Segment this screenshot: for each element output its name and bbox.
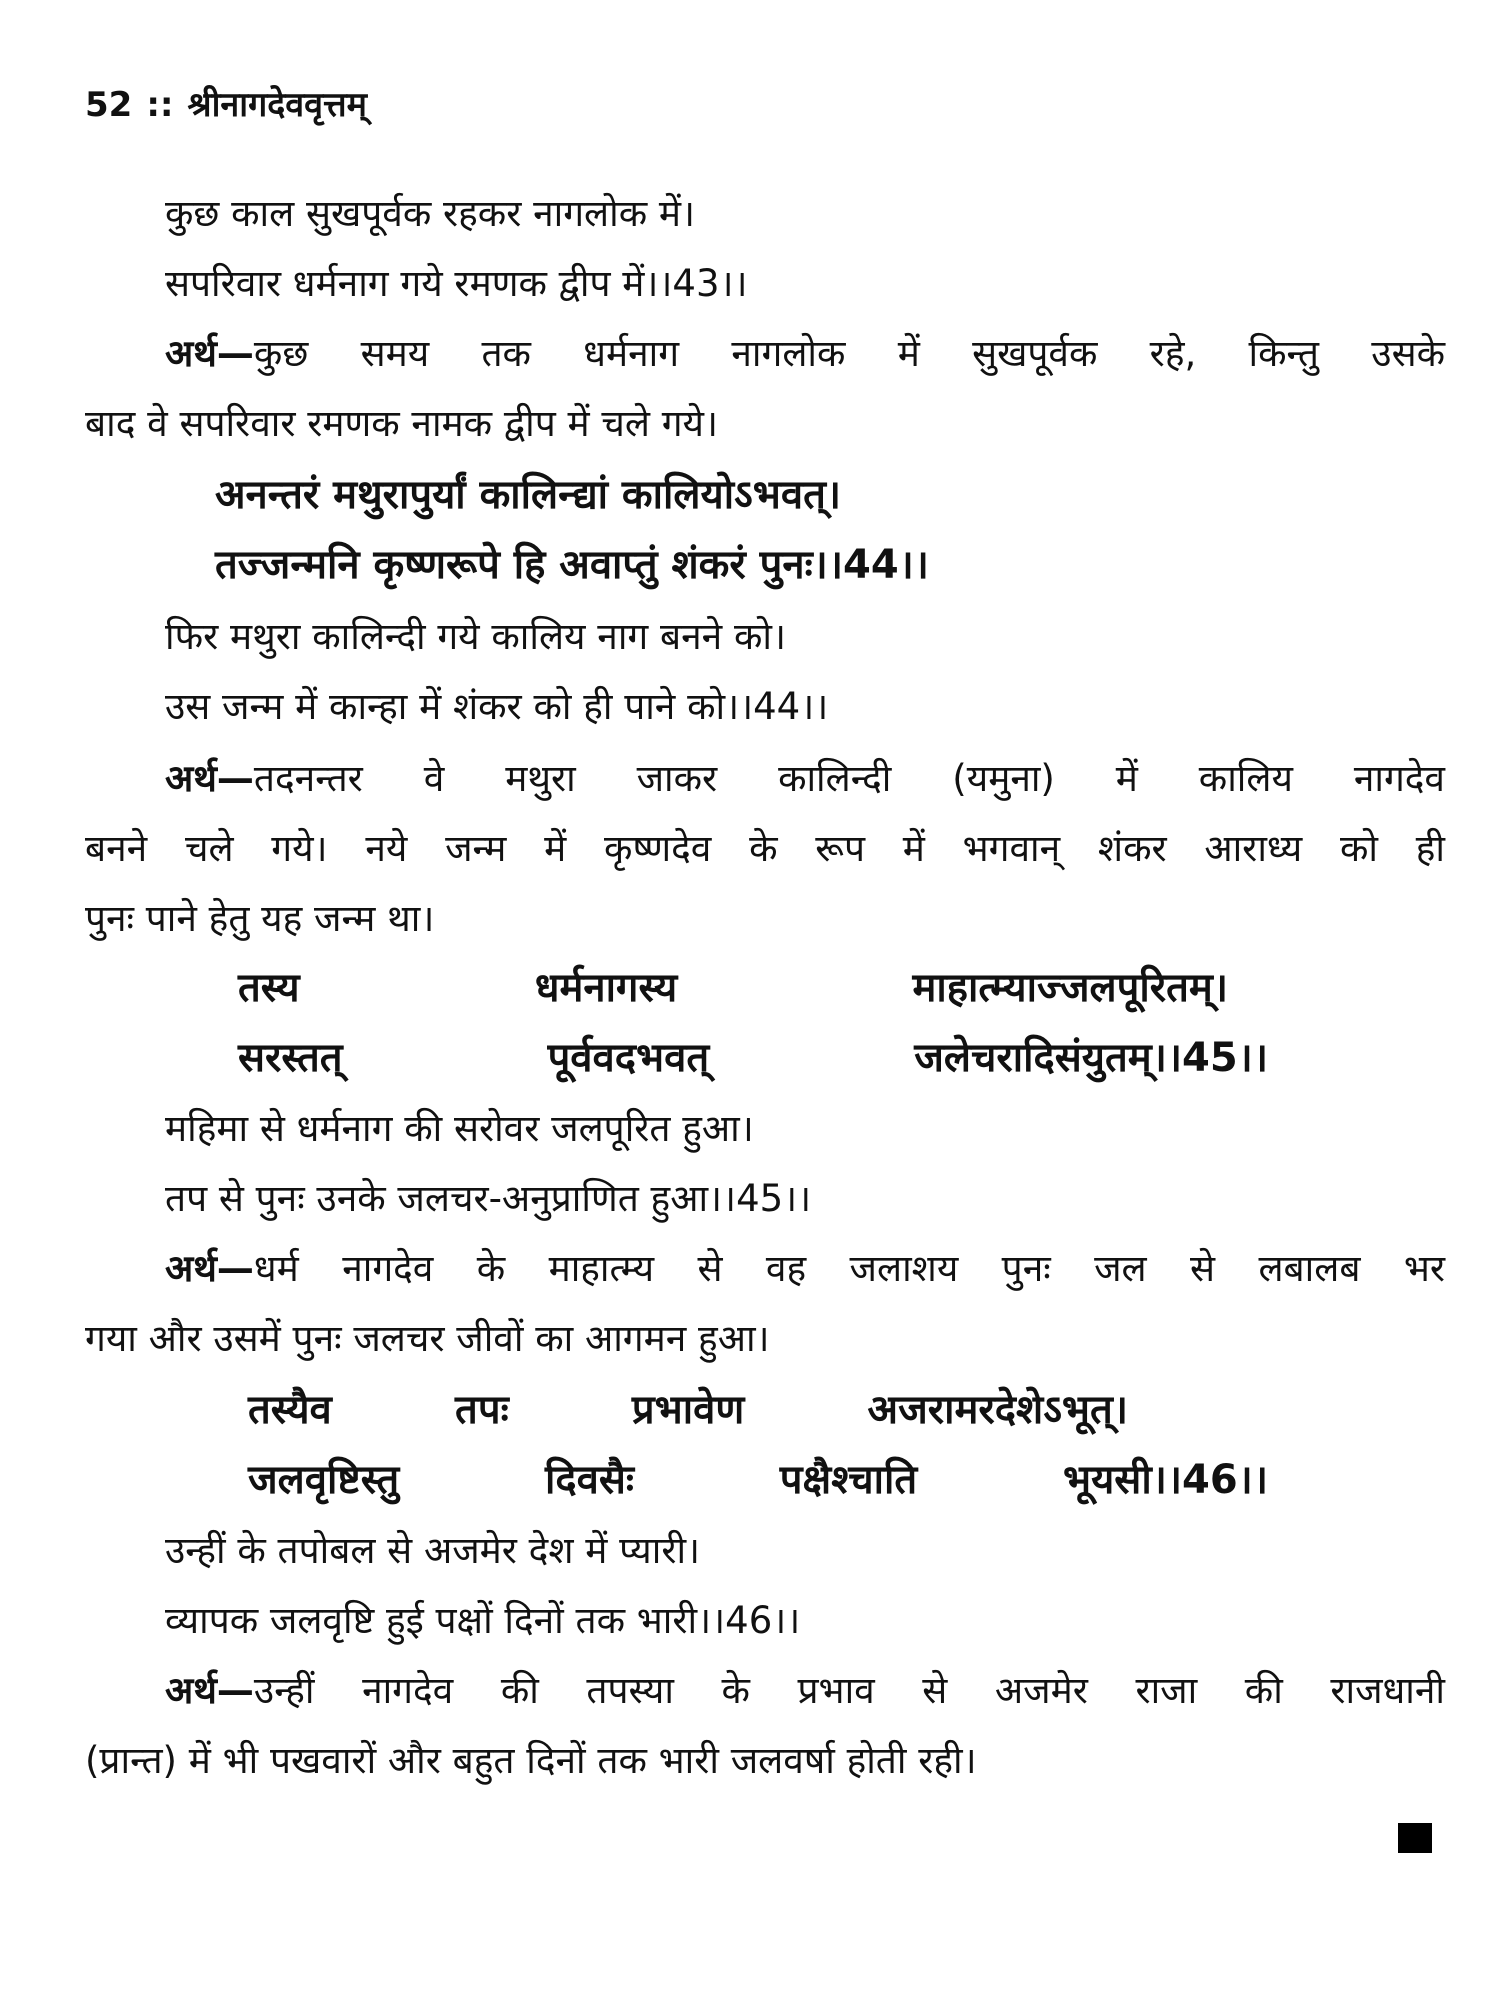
page-number: 52 [85,85,133,125]
meaning-text: तदनन्तर वे मथुरा जाकर कालिन्दी (यमुना) में कालिय नागदेव [253,757,1445,800]
meaning-text: उन्हीं नागदेव की तपस्या के प्रभाव से अजमेर राजा की राजधानी [253,1669,1445,1712]
meaning-paragraph-line [165,332,1445,375]
meaning-paragraph-line: बाद वे सपरिवार रमणक नामक द्वीप में चले गये। [85,402,719,445]
book-title: श्रीनागदेववृत्तम् [187,85,367,125]
sanskrit-verse-line: सरस्तत् पूर्ववदभवत् जलेचरादिसंयुतम्।।45।। [238,1035,1268,1081]
meaning-paragraph-line [165,1247,1445,1290]
hindi-line: व्यापक जलवृष्टि हुई पक्षों दिनों तक भारी।।46।। [165,1599,801,1642]
meaning-paragraph-line: (प्रान्त) में भी पखवारों और बहुत दिनों तक भारी जलवर्षा होती रही। [85,1739,977,1782]
section-end-square-icon [1398,1823,1432,1853]
meaning-paragraph-line: पुनः पाने हेतु यह जन्म था। [85,897,435,940]
hindi-line: उन्हीं के तपोबल से अजमेर देश में प्यारी। [165,1529,701,1572]
sanskrit-verse-line: तस्यैव तपः प्रभावेण अजरामरदेशेऽभूत्। [248,1387,1128,1433]
hindi-line: तप से पुनः उनके जलचर-अनुप्राणित हुआ।।45।। [165,1177,812,1220]
sanskrit-verse-line: तस्य धर्मनागस्य माहात्म्याज्जलपूरितम्। [238,965,1228,1011]
meaning-paragraph-line [165,1669,1445,1712]
hindi-line: उस जन्म में कान्हा में शंकर को ही पाने को।।44।। [165,685,829,728]
hindi-line: महिमा से धर्मनाग की सरोवर जलपूरित हुआ। [165,1107,754,1150]
meaning-label: अर्थ— [165,332,254,375]
hindi-line: कुछ काल सुखपूर्वक रहकर नागलोक में। [165,192,696,235]
meaning-label: अर्थ— [165,1247,254,1290]
hindi-line: फिर मथुरा कालिन्दी गये कालिय नाग बनने को। [165,615,786,658]
header-separator: :: [146,85,174,125]
hindi-line: सपरिवार धर्मनाग गये रमणक द्वीप में।।43।। [165,262,748,305]
meaning-label: अर्थ— [165,757,254,800]
sanskrit-verse-line: तज्जन्मनि कृष्णरूपे हि अवाप्तुं शंकरं पुनः।।44।। [215,542,929,588]
meaning-text: धर्म नागदेव के माहात्म्य से वह जलाशय पुनः जल से लबालब भर [253,1247,1445,1290]
sanskrit-verse-line: अनन्तरं मथुरापुर्यां कालिन्द्यां कालियोऽभवत्। [215,472,842,518]
meaning-paragraph-line [165,757,1445,800]
meaning-paragraph-line: गया और उसमें पुनः जलचर जीवों का आगमन हुआ। [85,1317,770,1360]
meaning-label: अर्थ— [165,1669,254,1712]
sanskrit-verse-line: जलवृष्टिस्तु दिवसैः पक्षैश्चाति भूयसी।।46।। [248,1457,1268,1503]
page-header [85,80,367,126]
meaning-paragraph-line: बनने चले गये। नये जन्म में कृष्णदेव के रूप में भगवान् शंकर आराध्य को ही [85,827,1445,870]
meaning-text: कुछ समय तक धर्मनाग नागलोक में सुखपूर्वक रहे, किन्तु उसके [253,332,1445,375]
